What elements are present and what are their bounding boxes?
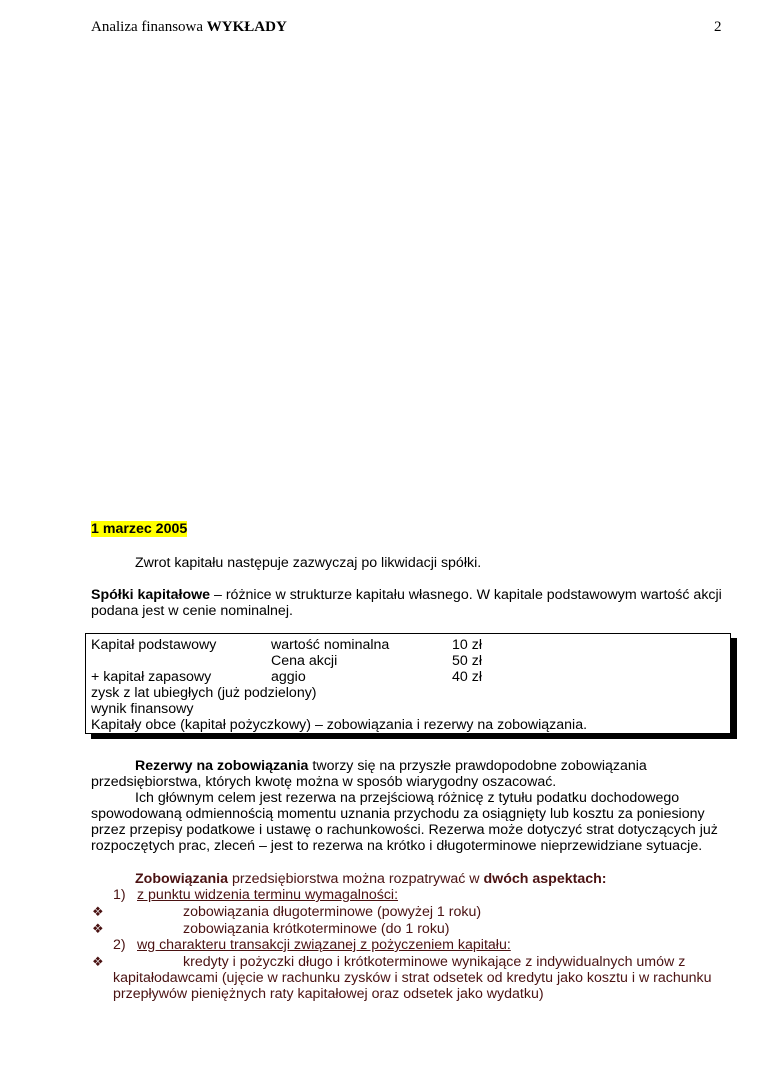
page-header-title [91, 19, 287, 36]
para-rezerwy-line2: przedsiębiorstwa, których kwotę można w sposób wiarygodny oszacować. [91, 774, 557, 790]
sub-item-short-term: zobowiązania krótkoterminowe (do 1 roku) [183, 921, 450, 937]
zobowiazania-mid: przedsiębiorstwa można rozpatrywać w [228, 871, 484, 887]
bullet-diamond-icon: ❖ [92, 954, 104, 969]
para-rezerwy-line1 [135, 758, 647, 774]
box-row-1-desc: wartość nominalna [271, 637, 390, 653]
header-title-regular: Analiza finansowa [91, 19, 207, 35]
list-item-2-text: wg charakteru transakcji związanej z pożyczeniem kapitału: [137, 937, 511, 953]
box-row-3-desc: aggio [271, 669, 306, 685]
box-line-zysk: zysk z lat ubiegłych (już podzielony) [91, 685, 317, 701]
box-row-2-value: 50 zł [452, 653, 482, 669]
box-line-wynik: wynik finansowy [91, 701, 194, 717]
sub-item-credits-line1: kredyty i pożyczki długo i krótkoterminowe wynikające z indywidualnych umów z [183, 954, 686, 970]
page-number: 2 [714, 19, 722, 35]
para-rezerwy-line3: Ich głównym celem jest rezerwa na przejściową różnicę z tytułu podatku dochodowego [135, 790, 680, 806]
bullet-diamond-icon: ❖ [92, 921, 104, 936]
sub-item-credits-line2: kapitałodawcami (ujęcie w rachunku zysków i strat odsetek od kredytu jako kosztu i w rachunku [113, 970, 712, 986]
box-row-1-value: 10 zł [452, 637, 482, 653]
zobowiazania-bold-1: Zobowiązania [135, 871, 229, 887]
list-item-1-text: z punktu widzenia terminu wymagalności: [137, 887, 399, 903]
para-spolki-line1 [91, 587, 722, 603]
list-item-1-number: 1) [113, 887, 126, 903]
box-row-2-desc: Cena akcji [271, 653, 338, 669]
para-spolki-line2: podana jest w cenie nominalnej. [91, 603, 293, 619]
rezerwy-bold: Rezerwy na zobowiązania [135, 758, 309, 774]
para-rezerwy-line6: rozpoczętych prac, zleceń – jest to rezerwa na krótko i długoterminowe nieprzewidziane sytuacje. [91, 838, 703, 854]
sub-item-credits-line3: przepływów pieniężnych raty kapitałowej oraz odsetek jako wydatku) [113, 986, 544, 1002]
box-row-1-label: Kapitał podstawowy [91, 637, 217, 653]
bullet-diamond-icon: ❖ [92, 904, 104, 919]
para-rezerwy-line5: przez przepisy podatkowe i ustawę o rachunkowości. Rezerwa może dotyczyć strat dotyczących już [91, 822, 718, 838]
spolki-rest: – różnice w strukturze kapitału własnego. W kapitale podstawowym wartość akcji [210, 587, 722, 603]
rezerwy-rest: tworzy się na przyszłe prawdopodobne zobowiązania [308, 758, 647, 774]
zobowiazania-bold-2: dwóch aspektach: [483, 871, 607, 887]
date-heading-highlight: 1 marzec 2005 [91, 521, 188, 537]
header-title-bold: WYKŁADY [206, 19, 287, 35]
box-line-obce: Kapitały obce (kapitał pożyczkowy) – zobowiązania i rezerwy na zobowiązania. [91, 717, 588, 733]
sub-item-long-term: zobowiązania długoterminowe (powyżej 1 roku) [183, 904, 482, 920]
date-heading [91, 521, 187, 537]
para-rezerwy-line4: spowodowaną odmiennością momentu uznania przychodu za osiągnięty lub kosztu za poniesiony [91, 806, 705, 822]
box-row-3-label: + kapitał zapasowy [91, 669, 212, 685]
list-item-2-number: 2) [113, 937, 126, 953]
spolki-bold: Spółki kapitałowe [91, 587, 211, 603]
para-zwrot: Zwrot kapitału następuje zazwyczaj po likwidacji spółki. [135, 555, 482, 571]
para-zobowiazania-intro [135, 871, 607, 887]
box-row-3-value: 40 zł [452, 669, 482, 685]
